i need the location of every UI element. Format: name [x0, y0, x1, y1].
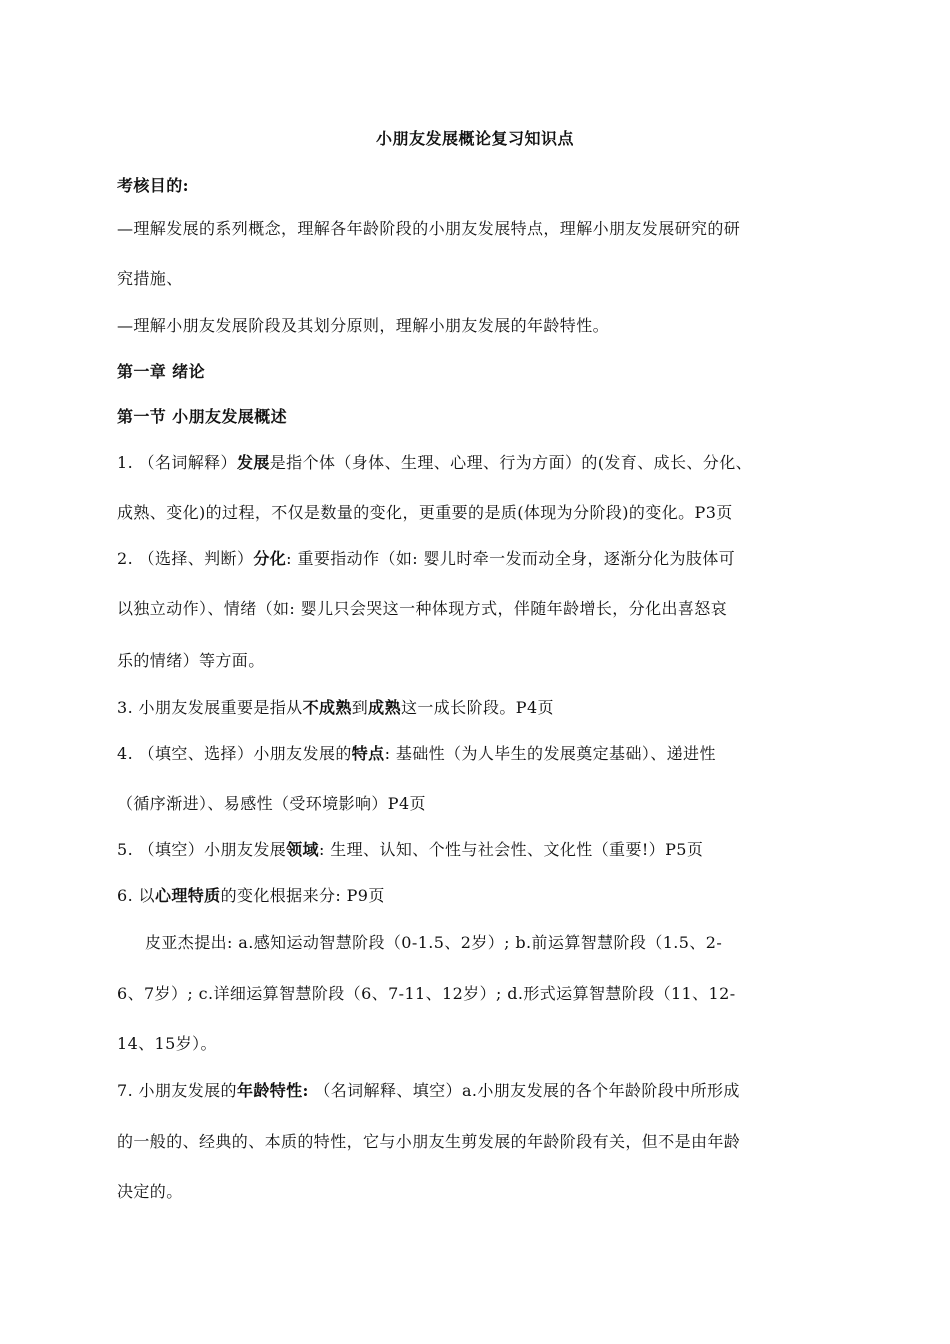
- objective-line: —理解小朋友发展阶段及其划分原则，理解小朋友发展的年龄特性。: [117, 316, 610, 335]
- term-bold: 特点: [351, 744, 385, 763]
- item-continuation: 的一般的、经典的、本质的特性，它与小朋友生剪发展的年龄阶段有关，但不是由年龄: [117, 1132, 741, 1151]
- item-text: 6. 以: [117, 886, 155, 905]
- item-continuation: （循序渐进）、易感性（受环境影响）P4页: [117, 794, 426, 813]
- objective-line: —理解发展的系列概念，理解各年龄阶段的小朋友发展特点，理解小朋友发展研究的研: [117, 219, 741, 238]
- term-bold: 发展: [236, 453, 270, 472]
- item-continuation: 14、15岁）。: [117, 1034, 217, 1053]
- item-continuation: 6、7岁）; c.详细运算智慧阶段（6、7-11、12岁）; d.形式运算智慧阶段（11、12-: [117, 984, 736, 1003]
- item-text: 的变化根据来分: P9页: [220, 886, 385, 905]
- list-item: [117, 1080, 740, 1102]
- term-bold: 领域: [286, 840, 319, 859]
- item-text: 这一成长阶段。P4页: [400, 698, 554, 717]
- item-continuation: 成熟、变化)的过程，不仅是数量的变化，更重要的是质(体现为分阶段)的变化。P3页: [117, 503, 733, 522]
- chapter-heading: 第一章 绪论: [117, 362, 205, 381]
- list-item: [117, 839, 703, 861]
- term-bold: 年龄特性:: [236, 1081, 309, 1100]
- term-bold: 心理特质: [154, 886, 221, 905]
- item-text: : 基础性（为人毕生的发展奠定基础）、递进性: [384, 744, 716, 763]
- item-text: 1. （名词解释）: [117, 453, 237, 472]
- list-item: [117, 452, 752, 474]
- item-text: 3. 小朋友发展重要是指从: [117, 698, 303, 717]
- list-item: [117, 697, 554, 719]
- list-item: [117, 885, 385, 907]
- item-text: 2. （选择、判断）: [117, 549, 254, 568]
- list-item: [117, 743, 716, 765]
- section-heading: 第一节 小朋友发展概述: [117, 407, 287, 426]
- item-text: 5. （填空）小朋友发展: [117, 840, 287, 859]
- document-title: 小朋友发展概论复习知识点: [375, 129, 574, 148]
- objective-heading: 考核目的:: [117, 176, 189, 195]
- item-continuation: 决定的。: [117, 1182, 183, 1201]
- item-continuation: 皮亚杰提出: a.感知运动智慧阶段（0-1.5、2岁）; b.前运算智慧阶段（1.5、2-: [145, 933, 723, 952]
- item-text: 到: [351, 698, 369, 717]
- item-text: 7. 小朋友发展的: [117, 1081, 237, 1100]
- item-text: （名词解释、填空）a.小朋友发展的各个年龄阶段中所形成: [308, 1081, 740, 1100]
- term-bold: 不成熟: [302, 698, 352, 717]
- objective-line: 究措施、: [117, 269, 183, 288]
- item-text: 4. （填空、选择）小朋友发展的: [117, 744, 352, 763]
- item-text: 是指个体（身体、生理、心理、行为方面）的(发育、成长、分化、: [269, 453, 753, 472]
- list-item: [117, 548, 735, 570]
- item-continuation: 乐的情绪）等方面。: [117, 651, 265, 670]
- item-text: : 生理、认知、个性与社会性、文化性（重要!）P5页: [318, 840, 704, 859]
- term-bold: 分化: [253, 549, 287, 568]
- item-text: : 重要指动作（如: 婴儿时牵一发而动全身，逐渐分化为肢体可: [286, 549, 736, 568]
- term-bold: 成熟: [368, 698, 401, 717]
- item-continuation: 以独立动作）、情绪（如: 婴儿只会哭这一种体现方式，伴随年龄增长，分化出喜怒哀: [117, 599, 728, 618]
